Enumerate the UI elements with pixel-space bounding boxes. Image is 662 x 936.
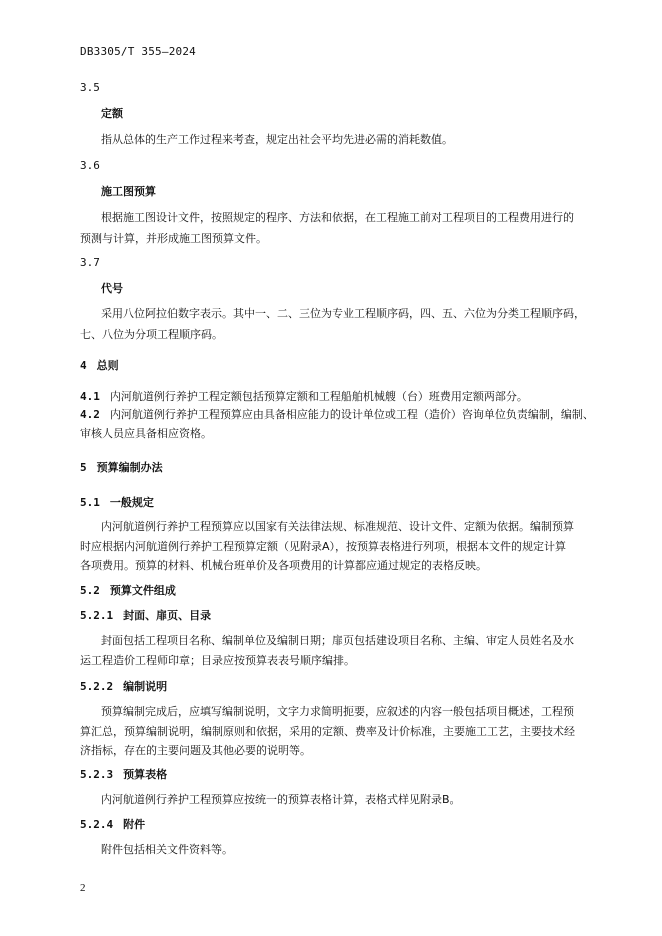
paragraph-5-2-1-line2: 运工程造价工程师印章；目录应按预算表表号顺序编排。 [80, 654, 355, 667]
subsection-heading-5-2 [80, 584, 176, 598]
clause-number-4-1: 4.1 [80, 390, 100, 403]
paragraph-5-2-1-line1: 封面包括工程项目名称、编制单位及编制日期；扉页包括建设项目名称、主编、审定人员姓名及水 [101, 634, 574, 647]
clause-text-4-2-line2: 审核人员应具备相应资格。 [80, 427, 212, 440]
subsection-number-5-2: 5.2 [80, 584, 100, 597]
clause-heading-5-2-3 [80, 768, 167, 782]
clause-heading-5-2-4 [80, 818, 145, 832]
definition-3-6-line2: 预测与计算，并形成施工图预算文件。 [80, 232, 267, 245]
section-title-5: 预算编制办法 [96, 461, 163, 474]
subsection-heading-5-1 [80, 496, 154, 510]
clause-text-4-1: 内河航道例行养护工程定额包括预算定额和工程船舶机械艘（台）班费用定额两部分。 [109, 390, 528, 403]
clause-number-5-2-2: 5.2.2 [80, 680, 114, 693]
term-3-7: 代号 [101, 282, 123, 295]
clause-number-5-2-1: 5.2.1 [80, 609, 114, 622]
section-heading-4 [80, 359, 119, 373]
clause-4-2 [80, 408, 594, 422]
definition-3-5: 指从总体的生产工作过程来考查，规定出社会平均先进必需的消耗数值。 [101, 133, 453, 146]
subsection-title-5-1: 一般规定 [109, 496, 154, 509]
clause-number-3-7: 3.7 [80, 256, 100, 269]
clause-text-4-2-line1: 内河航道例行养护工程预算应由具备相应能力的设计单位或工程（造价）咨询单位负责编制，编制、 [109, 408, 594, 421]
clause-number-3-6: 3.6 [80, 159, 100, 172]
subsection-title-5-2: 预算文件组成 [109, 584, 176, 597]
paragraph-5-2-2-line2: 算汇总，预算编制说明，编制原则和依据，采用的定额、费率及计价标准，主要施工工艺，主要技术经 [80, 725, 575, 738]
clause-title-5-2-3: 预算表格 [123, 768, 168, 781]
paragraph-5-2-2-line3: 济指标，存在的主要问题及其他必要的说明等。 [80, 744, 311, 757]
paragraph-5-2-4-line1: 附件包括相关文件资料等。 [101, 843, 233, 856]
clause-heading-5-2-2 [80, 680, 167, 694]
term-3-5: 定额 [101, 107, 123, 120]
clause-number-3-5: 3.5 [80, 81, 100, 94]
clause-number-4-2: 4.2 [80, 408, 100, 421]
clause-number-5-2-4: 5.2.4 [80, 818, 114, 831]
document-id-header: DB3305/T 355—2024 [80, 45, 196, 58]
paragraph-5-2-3-line1: 内河航道例行养护工程预算应按统一的预算表格计算，表格式样见附录B。 [101, 793, 461, 806]
clause-title-5-2-2: 编制说明 [123, 680, 168, 693]
clause-title-5-2-1: 封面、扉页、目录 [123, 609, 212, 622]
section-number-5: 5 [80, 461, 87, 474]
clause-4-1 [80, 390, 528, 404]
paragraph-5-1-line1: 内河航道例行养护工程预算应以国家有关法律法规、标准规范、设计文件、定额为依据。编制预算 [101, 520, 574, 533]
page-number: 2 [80, 882, 86, 894]
paragraph-5-1-line2: 时应根据内河航道例行养护工程预算定额（见附录A），按预算表格进行列项，根据本文件的规定计算 [80, 540, 567, 553]
paragraph-5-1-line3: 各项费用。预算的材料、机械台班单价及各项费用的计算都应通过规定的表格反映。 [80, 559, 487, 572]
clause-title-5-2-4: 附件 [123, 818, 146, 831]
definition-3-7-line1: 采用八位阿拉伯数字表示。其中一、二、三位为专业工程顺序码，四、五、六位为分类工程顺序码， [101, 307, 585, 320]
definition-3-7-line2: 七、八位为分项工程顺序码。 [80, 328, 223, 341]
clause-heading-5-2-1 [80, 609, 211, 623]
subsection-number-5-1: 5.1 [80, 496, 100, 509]
definition-3-6-line1: 根据施工图设计文件，按照规定的程序、方法和依据，在工程施工前对工程项目的工程费用进行的 [101, 211, 574, 224]
term-3-6: 施工图预算 [101, 185, 156, 198]
section-number-4: 4 [80, 359, 87, 372]
section-heading-5 [80, 461, 163, 475]
clause-number-5-2-3: 5.2.3 [80, 768, 114, 781]
section-title-4: 总则 [96, 359, 119, 372]
paragraph-5-2-2-line1: 预算编制完成后，应填写编制说明，文字力求简明扼要，应叙述的内容一般包括项目概述，工程预 [101, 705, 574, 718]
